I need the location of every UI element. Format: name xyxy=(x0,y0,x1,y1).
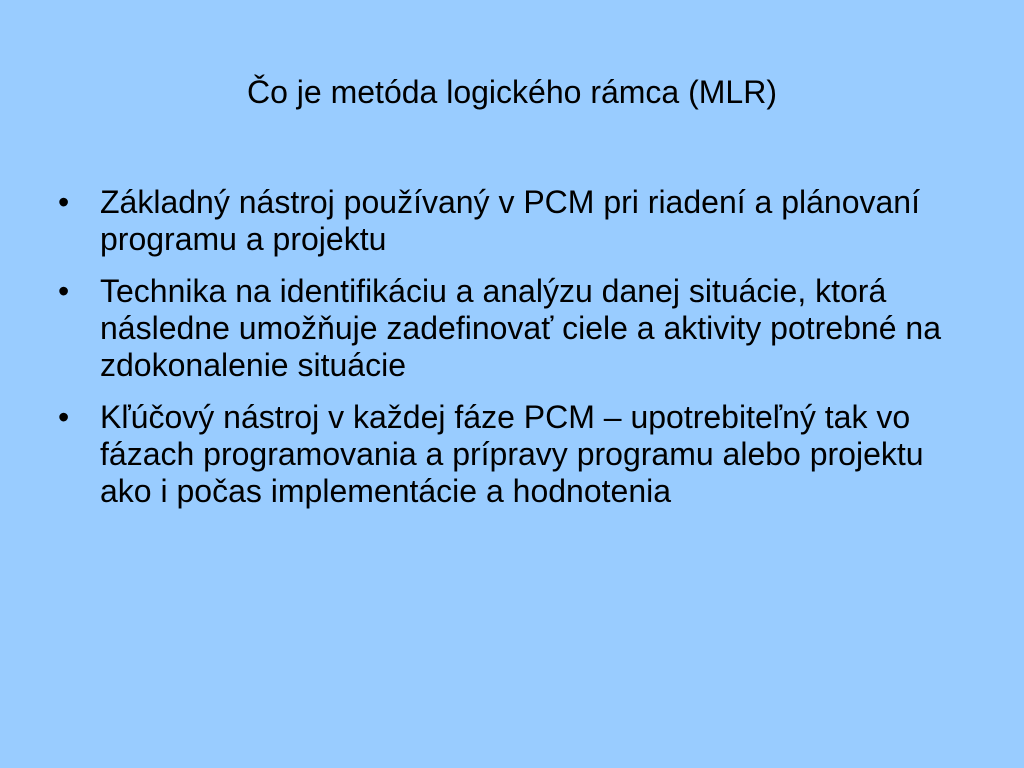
bullet-item xyxy=(58,273,958,384)
bullet-marker: • xyxy=(58,399,70,435)
bullet-marker: • xyxy=(58,184,70,220)
bullet-text: Kľúčový nástroj v každej fáze PCM – upotrebiteľný tak vo fázach programovania a prípravy programu alebo projektu ako i počas implementácie a hodnotenia xyxy=(100,399,924,509)
bullet-text: Základný nástroj používaný v PCM pri riadení a plánovaní programu a projektu xyxy=(100,184,920,257)
slide-title: Čo je metóda logického rámca (MLR) xyxy=(247,74,777,110)
bullet-list xyxy=(58,184,958,525)
bullet-text: Technika na identifikáciu a analýzu danej situácie, ktorá následne umožňuje zadefinovať ciele a aktivity potrebné na zdokonalenie situácie xyxy=(100,273,941,383)
bullet-item xyxy=(58,184,958,258)
bullet-item xyxy=(58,399,958,510)
bullet-marker: • xyxy=(58,273,70,309)
